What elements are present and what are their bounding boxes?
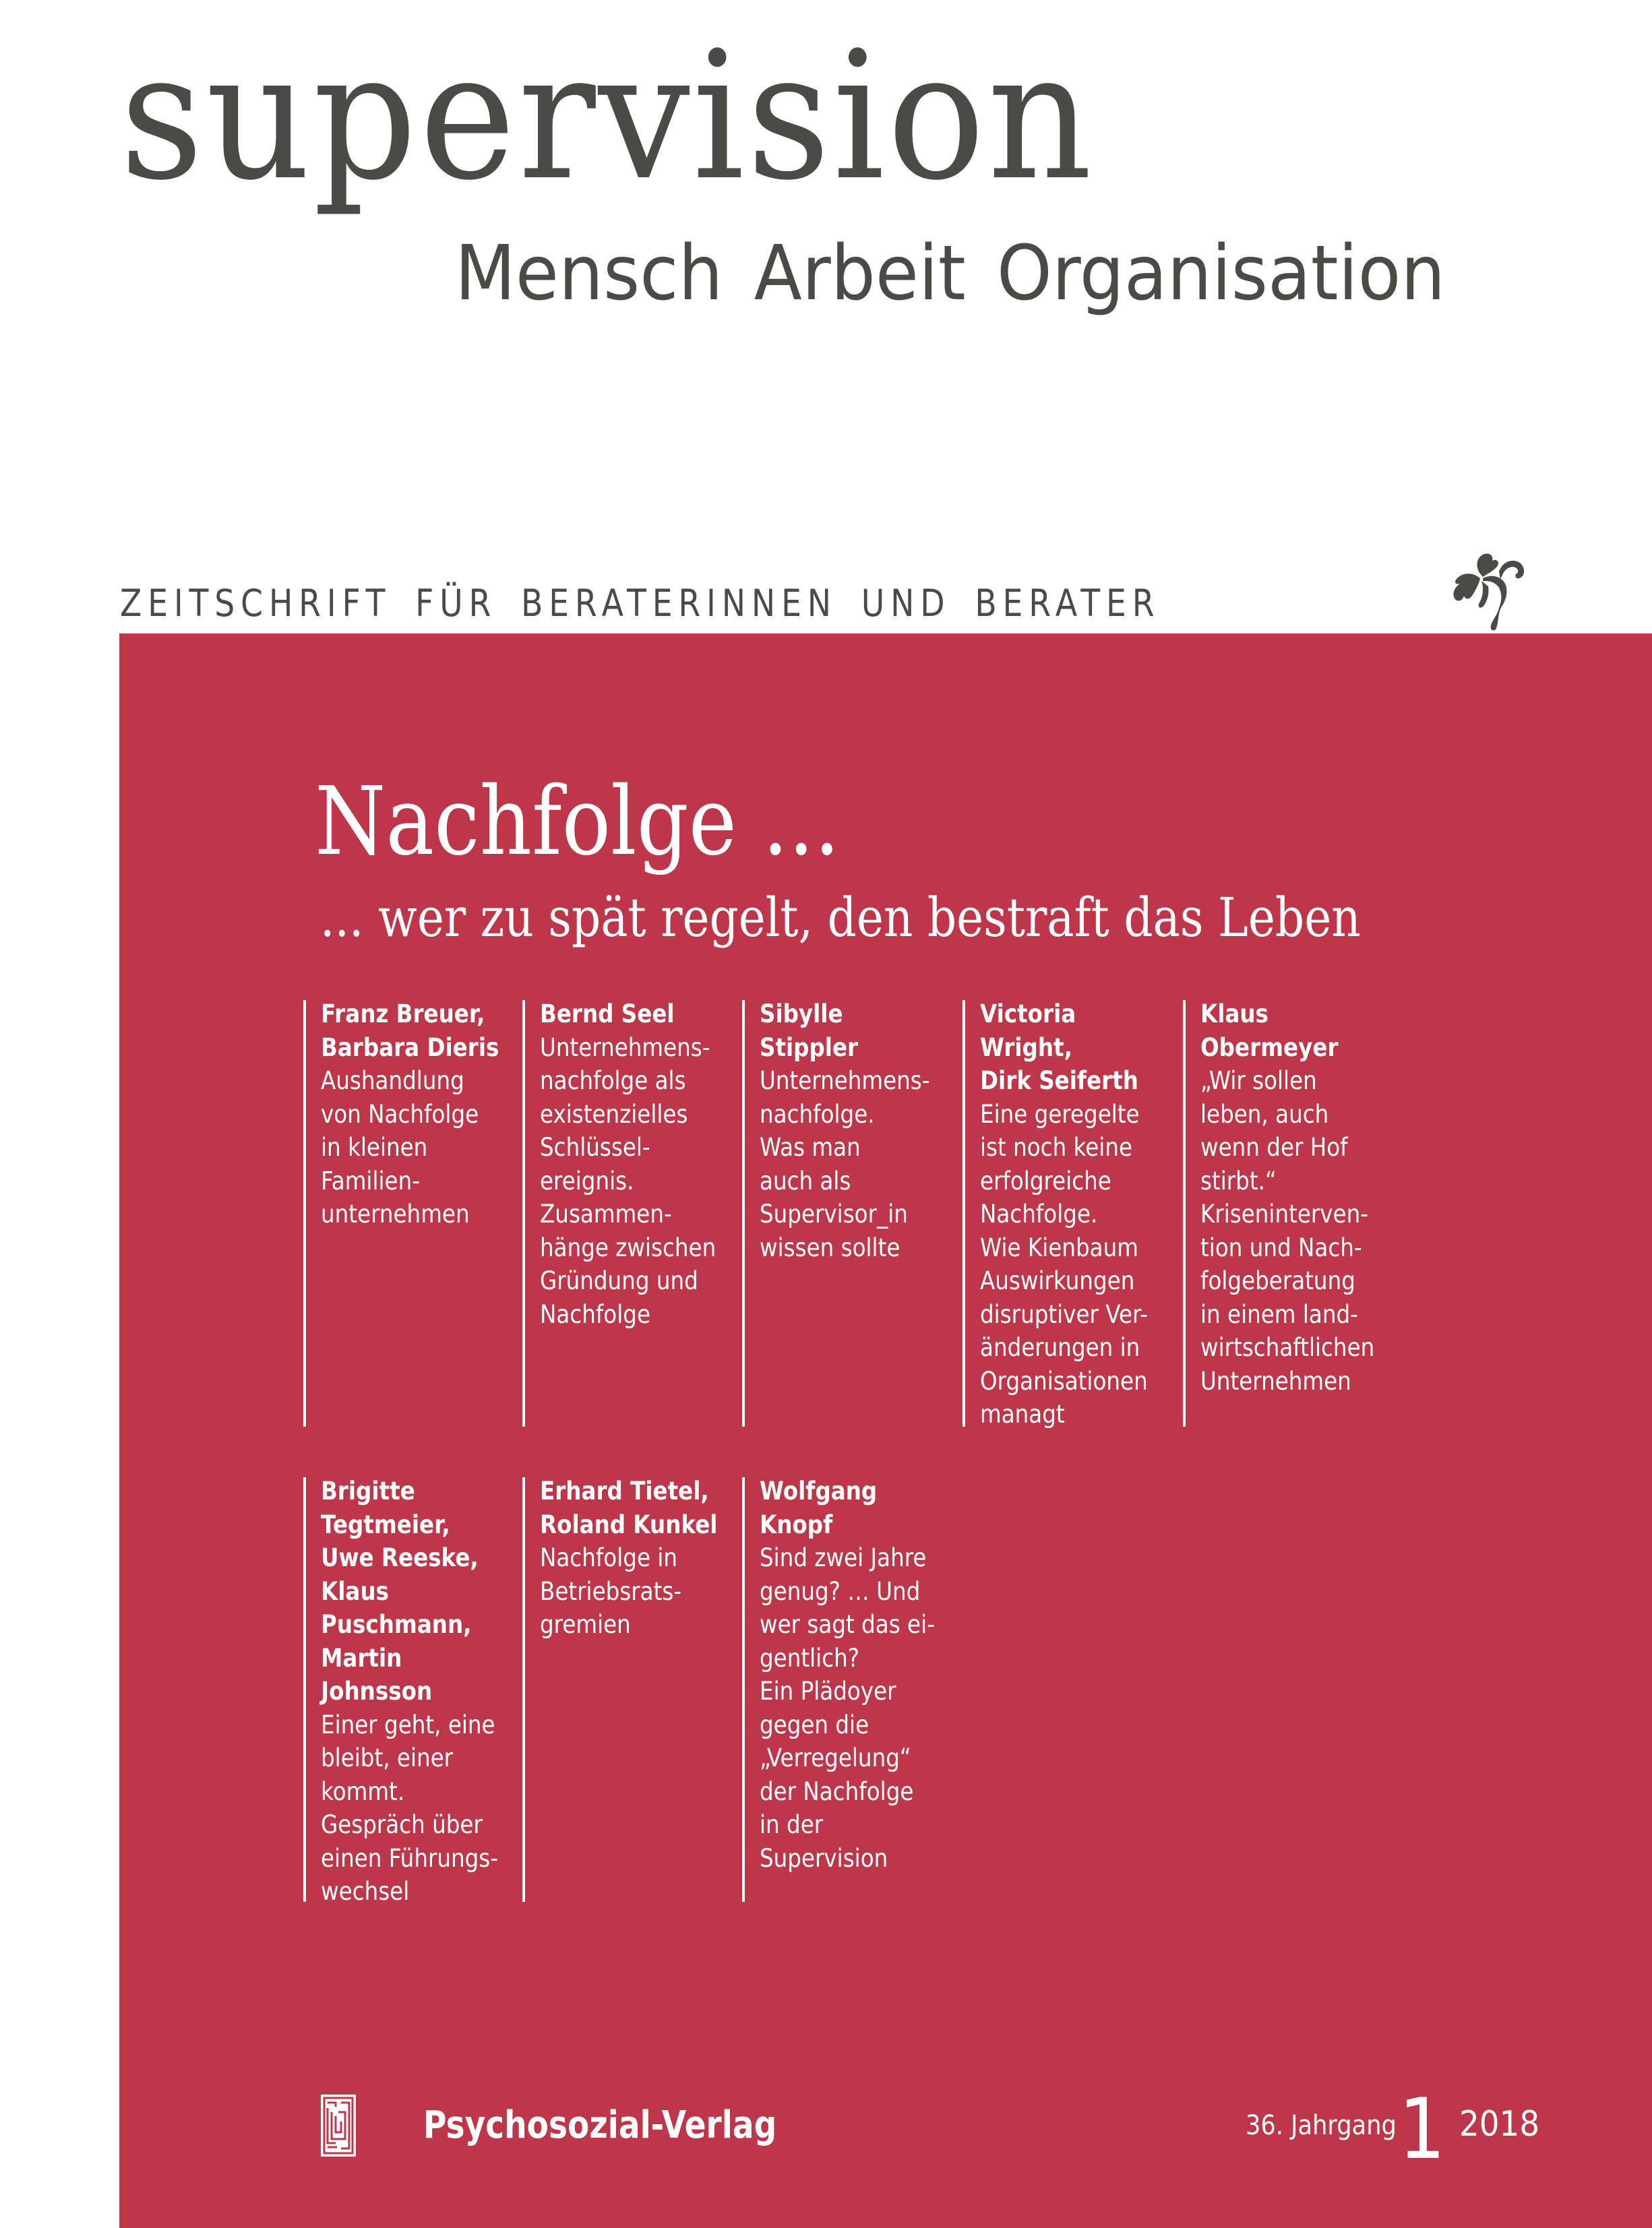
theme-headline: Nachfolge ... <box>315 767 840 877</box>
journal-title: supervision <box>120 13 1095 219</box>
article-title: Eine geregelte ist noch keine erfolgreiche Nachfolge. Wie Kienbaum Auswirkungen disruptiver Ver- änderungen in Organisationen managt <box>980 1099 1149 1429</box>
volume-label: 36. Jahrgang <box>1246 2110 1397 2141</box>
article-title: Aushandlung von Nachfolge in kleinen Familien- unternehmen <box>321 1066 479 1229</box>
publisher-name: Psychosozial-Verlag <box>423 2103 777 2147</box>
article-authors: Wolfgang Knopf <box>760 1477 878 1539</box>
article-authors: Sibylle Stippler <box>760 999 859 1062</box>
labyrinth-logo-icon <box>321 2095 356 2157</box>
article-title: Sind zwei Jahre genug? … Und wer sagt das ei- gentlich? Ein Plädoyer gegen die „Verregelung“ der Nachfolge in der Supervision <box>760 1543 935 1873</box>
article-authors: Bernd Seel <box>540 999 675 1028</box>
article-title: Einer geht, eine bleibt, einer kommt. Gespräch über einen Führungs- wechsel <box>321 1710 498 1906</box>
article-entry <box>742 1000 962 1427</box>
journal-subtitle: Mensch Arbeit Organisation <box>455 230 1446 317</box>
article-entry <box>742 1477 962 1902</box>
article-title: Nachfolge in Betriebsrats- gremien <box>540 1543 682 1639</box>
leaf-ornament-icon <box>1442 545 1527 636</box>
article-authors: Franz Breuer, Barbara Dieris <box>321 999 499 1062</box>
journal-tagline: ZEITSCHRIFT FÜR BERATERINNEN UND BERATER <box>120 582 1161 625</box>
article-entry <box>522 1000 742 1427</box>
article-entry <box>303 1477 523 1906</box>
article-entry <box>1183 1000 1403 1427</box>
article-entry <box>303 1000 523 1427</box>
article-authors: Klaus Obermeyer <box>1200 999 1339 1062</box>
article-entry <box>962 1000 1182 1427</box>
article-title: „Wir sollen leben, auch wenn der Hof stirbt.“ Kriseninterven- tion und Nach- folgeberatung in einem land- wirtschaftlichen Unternehmen <box>1200 1066 1375 1396</box>
article-authors: Victoria Wright, Dirk Seiferth <box>980 999 1138 1095</box>
article-authors: Erhard Tietel, Roland Kunkel <box>540 1477 718 1539</box>
article-authors: Brigitte Tegtmeier, Uwe Reeske, Klaus Puschmann, Martin Johnsson <box>321 1477 479 1706</box>
article-title: Unternehmens- nachfolge. Was man auch als Supervisor_in wissen sollte <box>760 1066 930 1262</box>
article-title: Unternehmens- nachfolge als existenzielles Schlüssel- ereignis. Zusammen- hänge zwischen Gründung und Nachfolge <box>540 1032 716 1329</box>
article-entry <box>522 1477 742 1902</box>
theme-subheadline: ... wer zu spät regelt, den bestraft das Leben <box>320 886 1361 949</box>
issue-year: 2018 <box>1459 2104 1540 2144</box>
issue-number: 1 <box>1399 2081 1446 2178</box>
